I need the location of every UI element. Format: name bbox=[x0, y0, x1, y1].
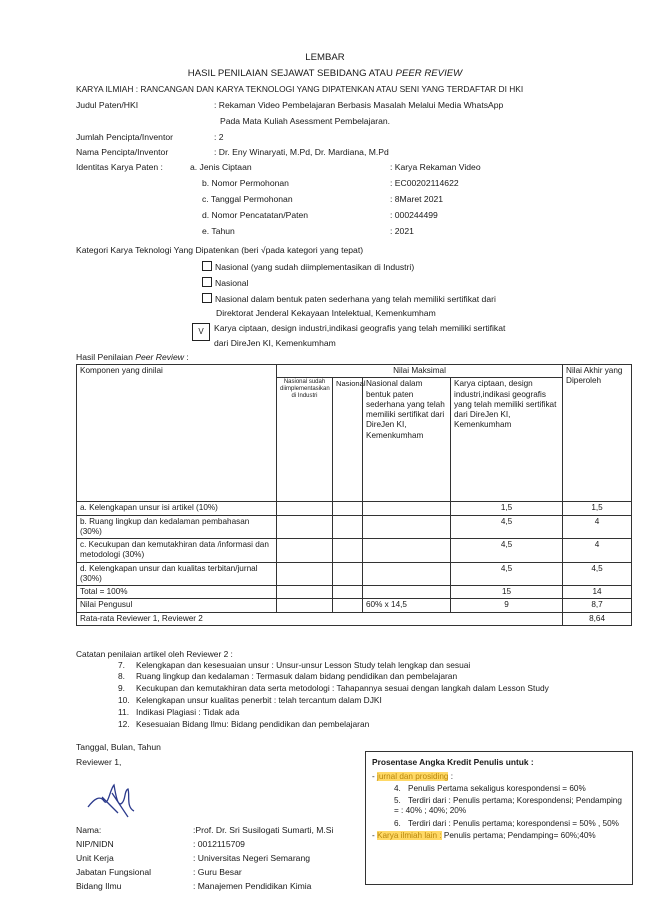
checkbox-icon bbox=[202, 277, 212, 287]
identitas-item-value: : Karya Rekaman Video bbox=[390, 162, 481, 172]
judul-value-2: Pada Mata Kuliah Asessment Pembelajaran. bbox=[220, 116, 391, 126]
identitas-item-value: : 2021 bbox=[390, 226, 414, 236]
tanggal-label: Tanggal, Bulan, Tahun bbox=[76, 742, 161, 752]
identitas-item-value: : 8Maret 2021 bbox=[390, 194, 444, 204]
field-label: Jabatan Fungsional bbox=[76, 867, 152, 877]
field-label: Bidang Ilmu bbox=[76, 881, 122, 891]
category-intro: Kategori Karya Teknologi Yang Dipatenkan (beri √pada kategori yang tepat) bbox=[76, 245, 364, 255]
review-notes bbox=[76, 649, 636, 731]
credit-box bbox=[365, 751, 633, 885]
row-akhir: 4 bbox=[563, 539, 632, 563]
category-option-industri[interactable]: Nasional (yang sudah diimplementasikan di Industri) bbox=[202, 261, 414, 273]
hasil-label: Hasil Penilaian Peer Review : bbox=[76, 352, 189, 362]
credit-item: 5. Terdiri dari : Penulis pertama; Korespondensi; Pendamping = : 40% ; 40%; 20% bbox=[394, 796, 622, 816]
identitas-item-label: e. Tahun bbox=[202, 226, 235, 236]
jumlah-label: Jumlah Pencipta/Inventor bbox=[76, 132, 173, 142]
note-item: 9. Kecukupan dan kemutakhiran data serta metodologi : Tahapannya sesuai dengan langkah dalam Lesson Study bbox=[118, 683, 549, 694]
total-max: 15 bbox=[451, 586, 563, 599]
category-option-nasional[interactable]: Nasional bbox=[202, 277, 248, 289]
identitas-item-value: : 000244499 bbox=[390, 210, 438, 220]
rata-row bbox=[77, 612, 632, 625]
note-item: 10. Kelengkapan unsur kualitas penerbit : telah tercantum dalam DJKI bbox=[118, 695, 382, 706]
note-item: 11. Indikasi Plagiasi : Tidak ada bbox=[118, 707, 240, 718]
field-value: :Prof. Dr. Sri Susilogati Sumarti, M.Si bbox=[193, 825, 334, 835]
checkbox-icon bbox=[202, 293, 212, 303]
table-row bbox=[77, 515, 632, 539]
credit-title: Prosentase Angka Kredit Penulis untuk : bbox=[372, 757, 534, 767]
rata-label: Rata-rata Reviewer 1, Reviewer 2 bbox=[77, 612, 563, 625]
nilai-label: Nilai Pengusul bbox=[77, 599, 277, 612]
field-label: Nama: bbox=[76, 825, 102, 835]
table-row bbox=[77, 502, 632, 515]
field-value: : Manajemen Pendidikan Kimia bbox=[193, 881, 312, 891]
field-label: NIP/NIDN bbox=[76, 839, 114, 849]
sub-nasional-industri: Nasional sudah diimplementasikan di Industri bbox=[277, 378, 333, 502]
doc-title: LEMBAR bbox=[305, 52, 345, 63]
table-row bbox=[77, 539, 632, 563]
credit-jurnal: - jurnal dan prosiding : bbox=[372, 771, 454, 781]
sub-paten: Nasional dalam bentuk paten sederhana yang telah memiliki sertifikat dari DireJen KI, Kemenkumham bbox=[363, 378, 451, 502]
col-komponen: Komponen yang dinilai bbox=[77, 365, 277, 502]
row-max: 1,5 bbox=[451, 502, 563, 515]
identitas-item-label: d. Nomor Pencatatan/Paten bbox=[202, 210, 309, 220]
rata-akhir: 8,64 bbox=[563, 612, 632, 625]
field-value: : Guru Besar bbox=[193, 867, 242, 877]
field-label: Unit Kerja bbox=[76, 853, 114, 863]
identitas-item-label: c. Tanggal Permohonan bbox=[202, 194, 293, 204]
row-max: 4,5 bbox=[451, 562, 563, 586]
nilai-akhir: 8,7 bbox=[563, 599, 632, 612]
category-option-karya: Karya ciptaan, design industri,indikasi geografis yang telah memiliki sertifikat bbox=[214, 323, 506, 333]
row-akhir: 4,5 bbox=[563, 562, 632, 586]
nilai-formula: 60% x 14,5 bbox=[363, 599, 451, 612]
total-akhir: 14 bbox=[563, 586, 632, 599]
judul-value: : Rekaman Video Pembelajaran Berbasis Masalah Melalui Media WhatsApp bbox=[214, 100, 504, 110]
row-max: 4,5 bbox=[451, 539, 563, 563]
total-row bbox=[77, 586, 632, 599]
note-item: 12. Kesesuaian Bidang Ilmu: Bidang pendidikan dan pembelajaran bbox=[118, 719, 370, 730]
judul-label: Judul Paten/HKI bbox=[76, 100, 139, 110]
col-nilai-akhir: Nilai Akhir yang Diperoleh bbox=[563, 365, 632, 502]
nama-value: : Dr. Eny Winaryati, M.Pd, Dr. Mardiana, M.Pd bbox=[214, 147, 389, 157]
row-label: b. Ruang lingkup dan kedalaman pembahasan (30%) bbox=[77, 515, 277, 539]
jumlah-value: : 2 bbox=[214, 132, 224, 142]
nilai-max: 9 bbox=[451, 599, 563, 612]
notes-title: Catatan penilaian artikel oleh Reviewer 2 : bbox=[76, 649, 233, 659]
identitas-item-value: : EC00202114622 bbox=[390, 178, 459, 188]
category-option-paten-2: Direktorat Jenderal Kekayaan Intelektual, Kemenkumham bbox=[216, 308, 436, 318]
row-label: a. Kelengkapan unsur isi artikel (10%) bbox=[77, 502, 277, 515]
credit-karya: - Karya ilmiah lain : Penulis pertama; Pendamping= 60%;40% bbox=[372, 830, 596, 840]
sub-nasional: Nasional bbox=[333, 378, 363, 502]
credit-item: 6. Terdiri dari : Penulis pertama; korespondensi = 50% , 50% bbox=[394, 818, 619, 828]
signature-icon bbox=[84, 777, 144, 821]
checkbox-icon bbox=[202, 261, 212, 271]
field-value: : 0012115709 bbox=[193, 839, 245, 849]
reviewer-label: Reviewer 1, bbox=[76, 757, 122, 767]
checked-box[interactable]: V bbox=[192, 323, 210, 341]
identitas-item-label: b. Nomor Permohonan bbox=[202, 178, 289, 188]
identitas-item-label: a. Jenis Ciptaan bbox=[190, 162, 252, 172]
note-item: 8. Ruang lingkup dan kedalaman : Termasuk dalam bidang pendidikan dan pembelajaran bbox=[118, 671, 458, 682]
note-item: 7. Kelengkapan dan kesesuaian unsur : Unsur-unsur Lesson Study telah lengkap dan sesuai bbox=[118, 659, 471, 670]
row-max: 4,5 bbox=[451, 515, 563, 539]
karya-line: KARYA ILMIAH : RANCANGAN DAN KARYA TEKNOLOGI YANG DIPATENKAN ATAU SENI YANG TERDAFTAR DI HKI bbox=[76, 84, 524, 94]
table-row bbox=[77, 562, 632, 586]
row-akhir: 4 bbox=[563, 515, 632, 539]
row-label: d. Kelengkapan unsur dan kualitas terbitan/jurnal (30%) bbox=[77, 562, 277, 586]
credit-item: 4. Penulis Pertama sekaligus korespondensi = 60% bbox=[394, 783, 586, 793]
col-nilai-maks: Nilai Maksimal bbox=[277, 365, 563, 378]
row-akhir: 1,5 bbox=[563, 502, 632, 515]
category-option-paten[interactable]: Nasional dalam bentuk paten sederhana yang telah memiliki sertifikat dari bbox=[202, 293, 496, 305]
nilai-row bbox=[77, 599, 632, 612]
sub-karya: Karya ciptaan, design industri,indikasi geografis yang telah memiliki sertifikat dari DireJen KI, Kemenkumham bbox=[451, 378, 563, 502]
nama-label: Nama Pencipta/Inventor bbox=[76, 147, 169, 157]
field-value: : Universitas Negeri Semarang bbox=[193, 853, 311, 863]
row-label: c. Kecukupan dan kemutakhiran data /informasi dan metodologi (30%) bbox=[77, 539, 277, 563]
total-label: Total = 100% bbox=[77, 586, 277, 599]
identitas-label: Identitas Karya Paten : bbox=[76, 162, 163, 172]
doc-subtitle: HASIL PENILAIAN SEJAWAT SEBIDANG ATAU PEER REVIEW bbox=[187, 68, 463, 79]
category-option-karya-2: dari DireJen KI, Kemenkumham bbox=[214, 338, 336, 348]
score-table bbox=[76, 364, 632, 626]
